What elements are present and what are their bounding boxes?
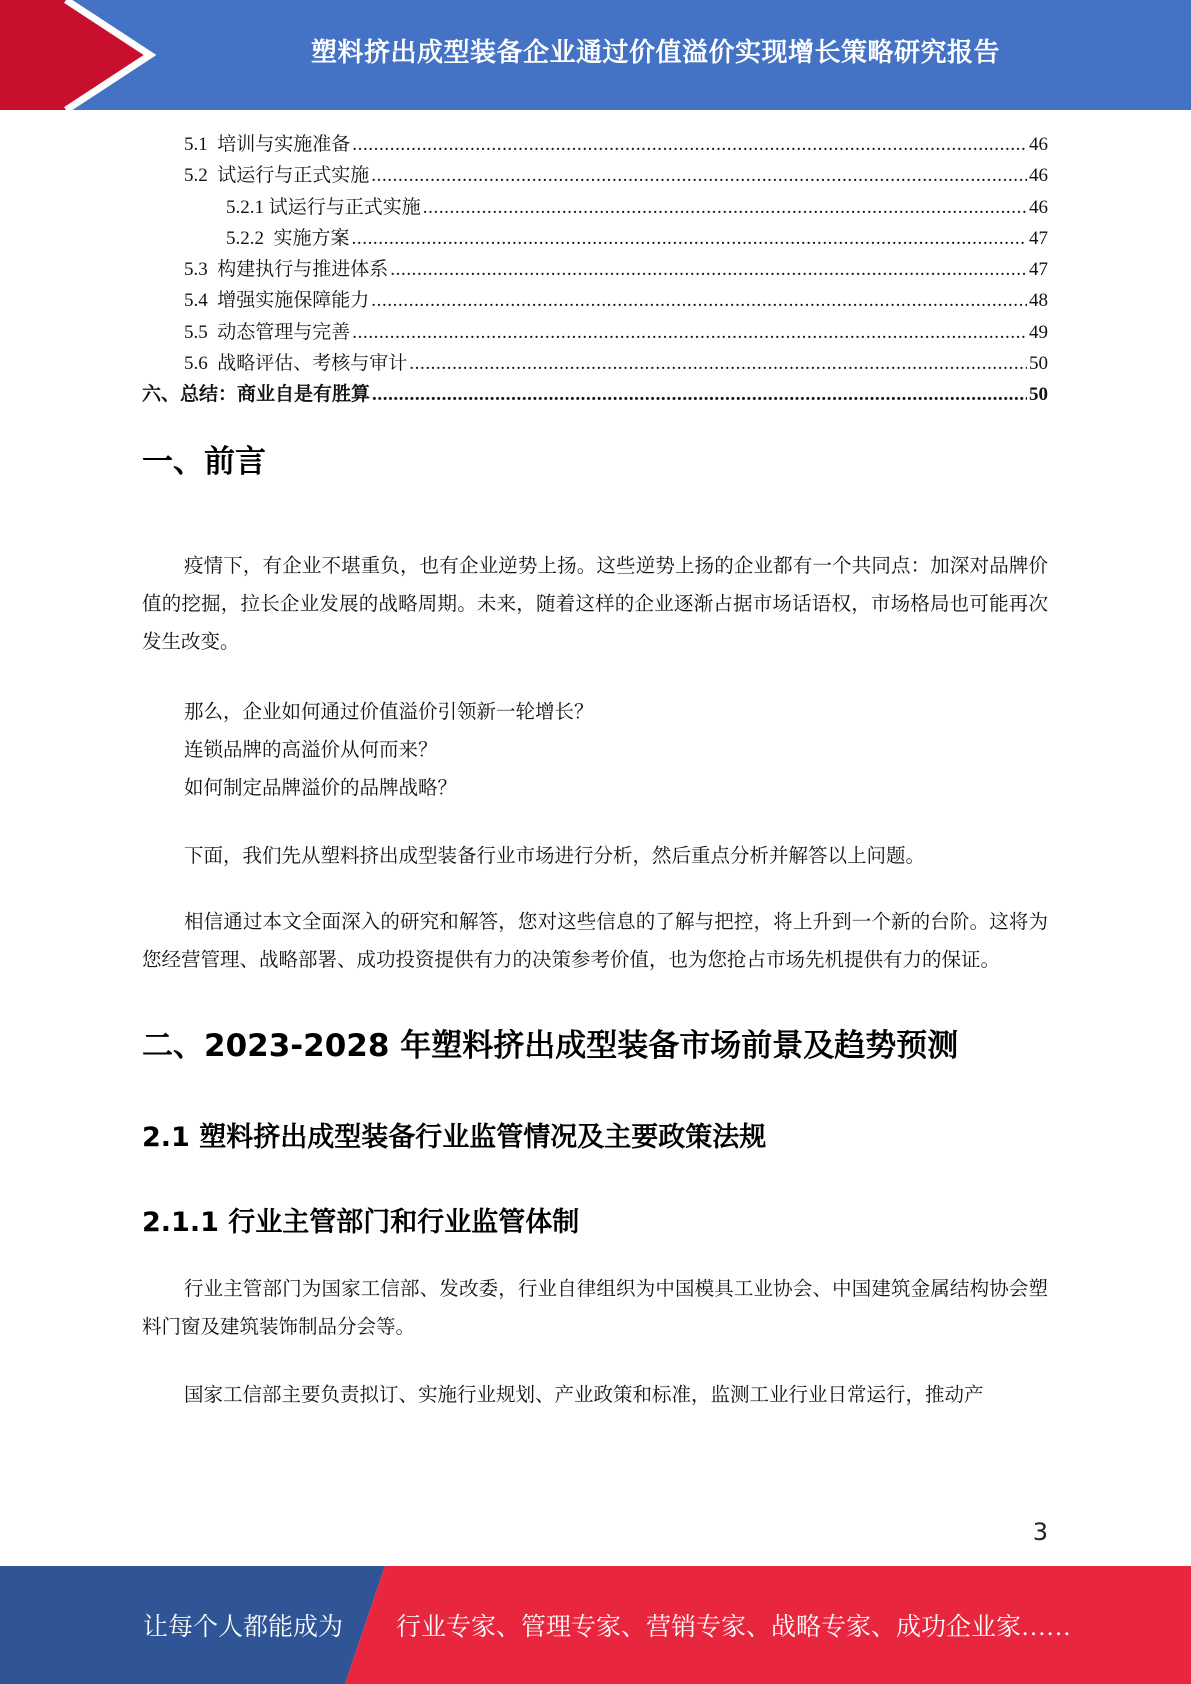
toc-page: 50 bbox=[1029, 353, 1048, 375]
toc-leader bbox=[423, 192, 1027, 223]
toc-page: 46 bbox=[1029, 165, 1048, 187]
toc-number: 5.6 bbox=[184, 353, 218, 375]
preface-paragraph-1: 疫情下，有企业不堪重负，也有企业逆势上扬。这些逆势上扬的企业都有一个共同点：加深对品牌价值的挖掘，拉长企业发展的战略周期。未来，随着这样的企业逐渐占据市场话语权，市场格局也可能再次发生改变。 bbox=[142, 556, 1048, 653]
toc-number: 5.2 bbox=[184, 165, 218, 187]
toc-leader bbox=[352, 223, 1027, 254]
preface-question-3: 如何制定品牌溢价的品牌战略？ bbox=[184, 778, 458, 799]
authorities-paragraph-2: 国家工信部主要负责拟订、实施行业规划、产业政策和标准，监测工业行业日常运行，推动产 bbox=[184, 1385, 984, 1406]
toc-number: 5.2.2 bbox=[226, 227, 274, 249]
toc-page: 47 bbox=[1029, 227, 1048, 249]
toc-page: 48 bbox=[1029, 290, 1048, 312]
toc-label: 动态管理与完善 bbox=[217, 321, 351, 343]
table-of-contents bbox=[142, 129, 1048, 411]
toc-entry[interactable] bbox=[142, 285, 1048, 316]
toc-label: 增强实施保障能力 bbox=[217, 290, 370, 312]
section-heading-market-outlook: 二、2023-2028 年塑料挤出成型装备市场前景及趋势预测 bbox=[142, 1028, 959, 1064]
toc-page: 46 bbox=[1029, 196, 1048, 218]
toc-leader bbox=[390, 254, 1027, 285]
toc-number: 5.1 bbox=[184, 134, 218, 155]
toc-entry[interactable] bbox=[142, 379, 1048, 410]
preface-question-1: 那么，企业如何通过价值溢价引领新一轮增长？ bbox=[184, 702, 594, 723]
preface-paragraph-3: 相信通过本文全面深入的研究和解答，您对这些信息的了解与把控，将上升到一个新的台阶。这将为您经营管理、战略部署、成功投资提供有力的决策参考价值，也为您抢占市场先机提供有力的保证。 bbox=[142, 912, 1048, 971]
preface-paragraph-2: 下面，我们先从塑料挤出成型装备行业市场进行分析，然后重点分析并解答以上问题。 bbox=[184, 846, 926, 867]
page-number: 3 bbox=[1032, 1518, 1048, 1546]
toc-label: 战略评估、考核与审计 bbox=[217, 353, 408, 375]
main-content bbox=[142, 440, 1048, 1415]
toc-label: 培训与实施准备 bbox=[217, 134, 351, 155]
section-heading-preface: 一、前言 bbox=[142, 444, 266, 480]
toc-number: 5.5 bbox=[184, 321, 218, 343]
preface-question-2: 连锁品牌的高溢价从何而来？ bbox=[184, 740, 438, 761]
toc-number: 5.2.1 bbox=[226, 196, 269, 218]
toc-leader bbox=[409, 348, 1027, 379]
toc-page: 47 bbox=[1029, 259, 1048, 281]
toc-leader bbox=[371, 285, 1027, 316]
toc-leader bbox=[352, 129, 1027, 160]
header-arrow-decoration bbox=[0, 0, 160, 110]
toc-label: 试运行与正式实施 bbox=[217, 165, 370, 187]
toc-entry[interactable] bbox=[142, 192, 1048, 223]
toc-entry[interactable] bbox=[142, 348, 1048, 379]
toc-leader bbox=[371, 160, 1027, 191]
toc-label: 实施方案 bbox=[273, 227, 350, 249]
toc-label: 构建执行与推进体系 bbox=[217, 259, 389, 281]
toc-leader bbox=[372, 379, 1027, 410]
authorities-paragraph-1: 行业主管部门为国家工信部、发改委，行业自律组织为中国模具工业协会、中国建筑金属结构协会塑料门窗及建筑装饰制品分会等。 bbox=[142, 1279, 1048, 1338]
subsection-heading-authorities: 2.1.1 行业主管部门和行业监管体制 bbox=[142, 1207, 580, 1238]
toc-label: 试运行与正式实施 bbox=[268, 196, 421, 218]
footer-slogan-right: 行业专家、管理专家、营销专家、战略专家、成功企业家…… bbox=[396, 1614, 1072, 1641]
toc-number: 5.4 bbox=[184, 290, 218, 312]
toc-page: 50 bbox=[1029, 384, 1048, 406]
toc-entry[interactable] bbox=[142, 317, 1048, 348]
page-footer bbox=[0, 1566, 1191, 1684]
footer-slogan-left: 让每个人都能成为 bbox=[143, 1614, 344, 1641]
toc-label: 六、总结：商业自是有胜算 bbox=[142, 384, 371, 406]
page-header bbox=[0, 0, 1191, 110]
toc-page: 46 bbox=[1029, 134, 1048, 155]
toc-leader bbox=[352, 317, 1027, 348]
toc-entry[interactable] bbox=[142, 160, 1048, 191]
toc-entry[interactable] bbox=[142, 223, 1048, 254]
subsection-heading-regulation: 2.1 塑料挤出成型装备行业监管情况及主要政策法规 bbox=[142, 1122, 767, 1153]
toc-entry[interactable] bbox=[142, 254, 1048, 285]
toc-number: 5.3 bbox=[184, 259, 218, 281]
report-title: 塑料挤出成型装备企业通过价值溢价实现增长策略研究报告 bbox=[310, 37, 1000, 68]
toc-entry[interactable] bbox=[142, 129, 1048, 160]
toc-page: 49 bbox=[1029, 321, 1048, 343]
